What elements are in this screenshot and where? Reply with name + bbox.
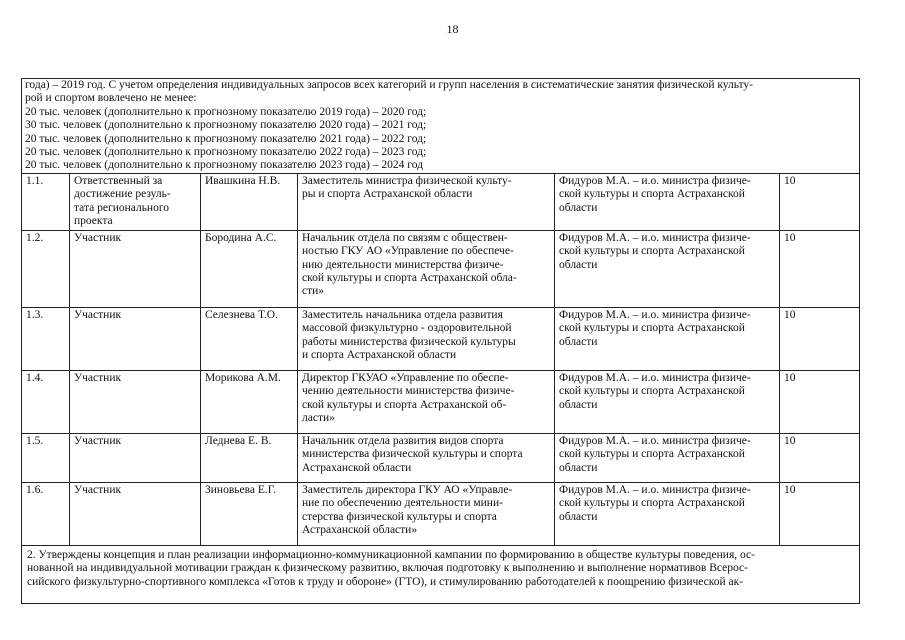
supervisor-line: ской культуры и спорта Астраханской (559, 448, 745, 461)
position-line: Заместитель начальника отдела развития (302, 308, 503, 321)
row-number-cell (22, 433, 70, 482)
supervisor-line: ской культуры и спорта Астраханской (559, 245, 745, 258)
person-name-cell (201, 173, 298, 230)
position-cell (298, 482, 555, 545)
position-line: Астраханской области» (302, 524, 418, 537)
supervisor-cell (555, 433, 780, 482)
value: 10 (784, 371, 796, 384)
role-line: тата регионального (74, 201, 170, 214)
row-number: 1.2. (26, 231, 44, 244)
value-cell (780, 230, 860, 307)
supervisor-line: области (559, 510, 598, 523)
supervisor-cell (555, 482, 780, 545)
intro-line: рой и спортом вовлечено не менее: (25, 92, 197, 105)
position-cell (298, 370, 555, 433)
supervisor-line: области (559, 201, 598, 214)
supervisor-line: Фидуров М.А. – и.о. министра физиче- (559, 434, 751, 447)
person-name-cell (201, 370, 298, 433)
position-cell (298, 173, 555, 230)
row-number-cell (22, 230, 70, 307)
person-name: Леднева Е. В. (205, 434, 272, 447)
supervisor-line: области (559, 258, 598, 271)
row-number: 1.3. (26, 308, 44, 321)
table-row (22, 370, 860, 433)
value-cell (780, 307, 860, 370)
person-name-cell (201, 230, 298, 307)
position-line: чению деятельности министерства физиче- (302, 385, 515, 398)
supervisor-cell (555, 370, 780, 433)
intro-line: года) – 2019 год. С учетом определения индивидуальных запросов всех категорий и групп населения в систематические занятия физической культу- (25, 79, 754, 91)
value-cell (780, 433, 860, 482)
supervisor-line: ской культуры и спорта Астраханской (559, 188, 745, 201)
position-line: стерства физической культуры и спорта (302, 510, 497, 523)
closing-line: нованной на индивидуальной мотивации граждан к физическому развитию, включая подготовку к выполнению и выполнение нормативов Всерос- (27, 562, 748, 575)
row-number: 1.4. (26, 371, 44, 384)
position-line: массовой физкультурно - оздоровительной (302, 322, 512, 335)
person-name: Селезнева Т.О. (205, 308, 278, 321)
role-line: Ответственный за (74, 174, 163, 187)
role-line: Участник (74, 483, 122, 496)
person-name-cell (201, 433, 298, 482)
position-line: ласти» (302, 412, 335, 425)
supervisor-line: Фидуров М.А. – и.о. министра физиче- (559, 308, 751, 321)
supervisor-line: области (559, 461, 598, 474)
person-name: Ивашкина Н.В. (205, 174, 281, 187)
table-row (22, 482, 860, 545)
row-number-cell (22, 482, 70, 545)
role-line: Участник (74, 434, 122, 447)
position-line: министерства физической культуры и спорта (302, 448, 523, 461)
value-cell (780, 173, 860, 230)
value: 10 (784, 483, 796, 496)
role-cell (70, 482, 201, 545)
supervisor-line: области (559, 335, 598, 348)
role-cell (70, 307, 201, 370)
table-row (22, 307, 860, 370)
supervisor-cell (555, 230, 780, 307)
position-line: и спорта Астраханской области (302, 349, 457, 362)
row-number-cell (22, 307, 70, 370)
row-number: 1.5. (26, 434, 44, 447)
closing-line: сийского физкультурно-спортивного комплекса «Готов к труду и обороне» (ГТО), и стимулированию работодателей к поощрению физической ак- (27, 575, 744, 588)
position-line: Начальник отдела развития видов спорта (302, 434, 504, 447)
page-number: 18 (446, 22, 459, 36)
role-line: Участник (74, 308, 122, 321)
supervisor-line: Фидуров М.А. – и.о. министра физиче- (559, 483, 751, 496)
supervisor-cell (555, 307, 780, 370)
table-row (22, 433, 860, 482)
closing-line: 2. Утверждены концепция и план реализации информационно-коммуникационной кампании по формированию в обществе культуры поведения, ос- (27, 548, 755, 561)
intro-line: 20 тыс. человек (дополнительно к прогнозному показателю 2021 года) – 2022 год; (25, 132, 427, 145)
person-name: Бородина А.С. (205, 231, 277, 244)
supervisor-line: Фидуров М.А. – и.о. министра физиче- (559, 174, 751, 187)
role-cell (70, 370, 201, 433)
position-cell (298, 307, 555, 370)
position-line: Заместитель министра физической культу- (302, 174, 512, 187)
intro-line: 20 тыс. человек (дополнительно к прогнозному показателю 2023 года) – 2024 год (25, 159, 423, 172)
value: 10 (784, 434, 796, 447)
value: 10 (784, 231, 796, 244)
supervisor-line: ской культуры и спорта Астраханской (559, 322, 745, 335)
intro-line: 20 тыс. человек (дополнительно к прогнозному показателю 2022 года) – 2023 год; (25, 146, 427, 159)
role-cell (70, 230, 201, 307)
position-line: Заместитель директора ГКУ АО «Управле- (302, 483, 513, 496)
position-line: ской культуры и спорта Астраханской обла- (302, 272, 517, 285)
intro-cell (22, 79, 860, 174)
role-line: достижение резуль- (74, 188, 171, 201)
row-number: 1.6. (26, 483, 44, 496)
intro-row (22, 79, 860, 174)
row-number-cell (22, 173, 70, 230)
intro-line: 20 тыс. человек (дополнительно к прогнозному показателю 2019 года) – 2020 год; (25, 105, 427, 118)
supervisor-line: ской культуры и спорта Астраханской (559, 497, 745, 510)
intro-line: 30 тыс. человек (дополнительно к прогнозному показателю 2020 года) – 2021 год; (25, 119, 427, 132)
person-name-cell (201, 482, 298, 545)
project-participants-table (21, 78, 860, 604)
table-row (22, 230, 860, 307)
position-line: ние по обеспечению деятельности мини- (302, 497, 503, 510)
position-cell (298, 433, 555, 482)
role-cell (70, 173, 201, 230)
closing-cell (22, 545, 860, 603)
row-number-cell (22, 370, 70, 433)
position-line: сти» (302, 285, 325, 298)
supervisor-cell (555, 173, 780, 230)
person-name: Морикова А.М. (205, 371, 281, 384)
position-line: Начальник отдела по связям с обществен- (302, 231, 508, 244)
person-name: Зиновьева Е.Г. (205, 483, 276, 496)
supervisor-line: Фидуров М.А. – и.о. министра физиче- (559, 231, 751, 244)
value-cell (780, 482, 860, 545)
supervisor-line: области (559, 398, 598, 411)
value: 10 (784, 308, 796, 321)
row-number: 1.1. (26, 174, 44, 187)
table-row (22, 173, 860, 230)
position-line: ры и спорта Астраханской области (302, 188, 473, 201)
value-cell (780, 370, 860, 433)
supervisor-line: Фидуров М.А. – и.о. министра физиче- (559, 371, 751, 384)
position-line: Астраханской области (302, 461, 412, 474)
position-cell (298, 230, 555, 307)
position-line: ской культуры и спорта Астраханской об- (302, 398, 507, 411)
position-line: работы министерства физической культуры (302, 335, 516, 348)
position-line: нию деятельности министерства физиче- (302, 258, 504, 271)
role-line: проекта (74, 215, 113, 228)
position-line: ностью ГКУ АО «Управление по обеспече- (302, 245, 514, 258)
value: 10 (784, 174, 796, 187)
position-line: Директор ГКУАО «Управление по обеспе- (302, 371, 509, 384)
closing-row (22, 545, 860, 603)
role-line: Участник (74, 231, 122, 244)
person-name-cell (201, 307, 298, 370)
role-cell (70, 433, 201, 482)
supervisor-line: ской культуры и спорта Астраханской (559, 385, 745, 398)
role-line: Участник (74, 371, 122, 384)
